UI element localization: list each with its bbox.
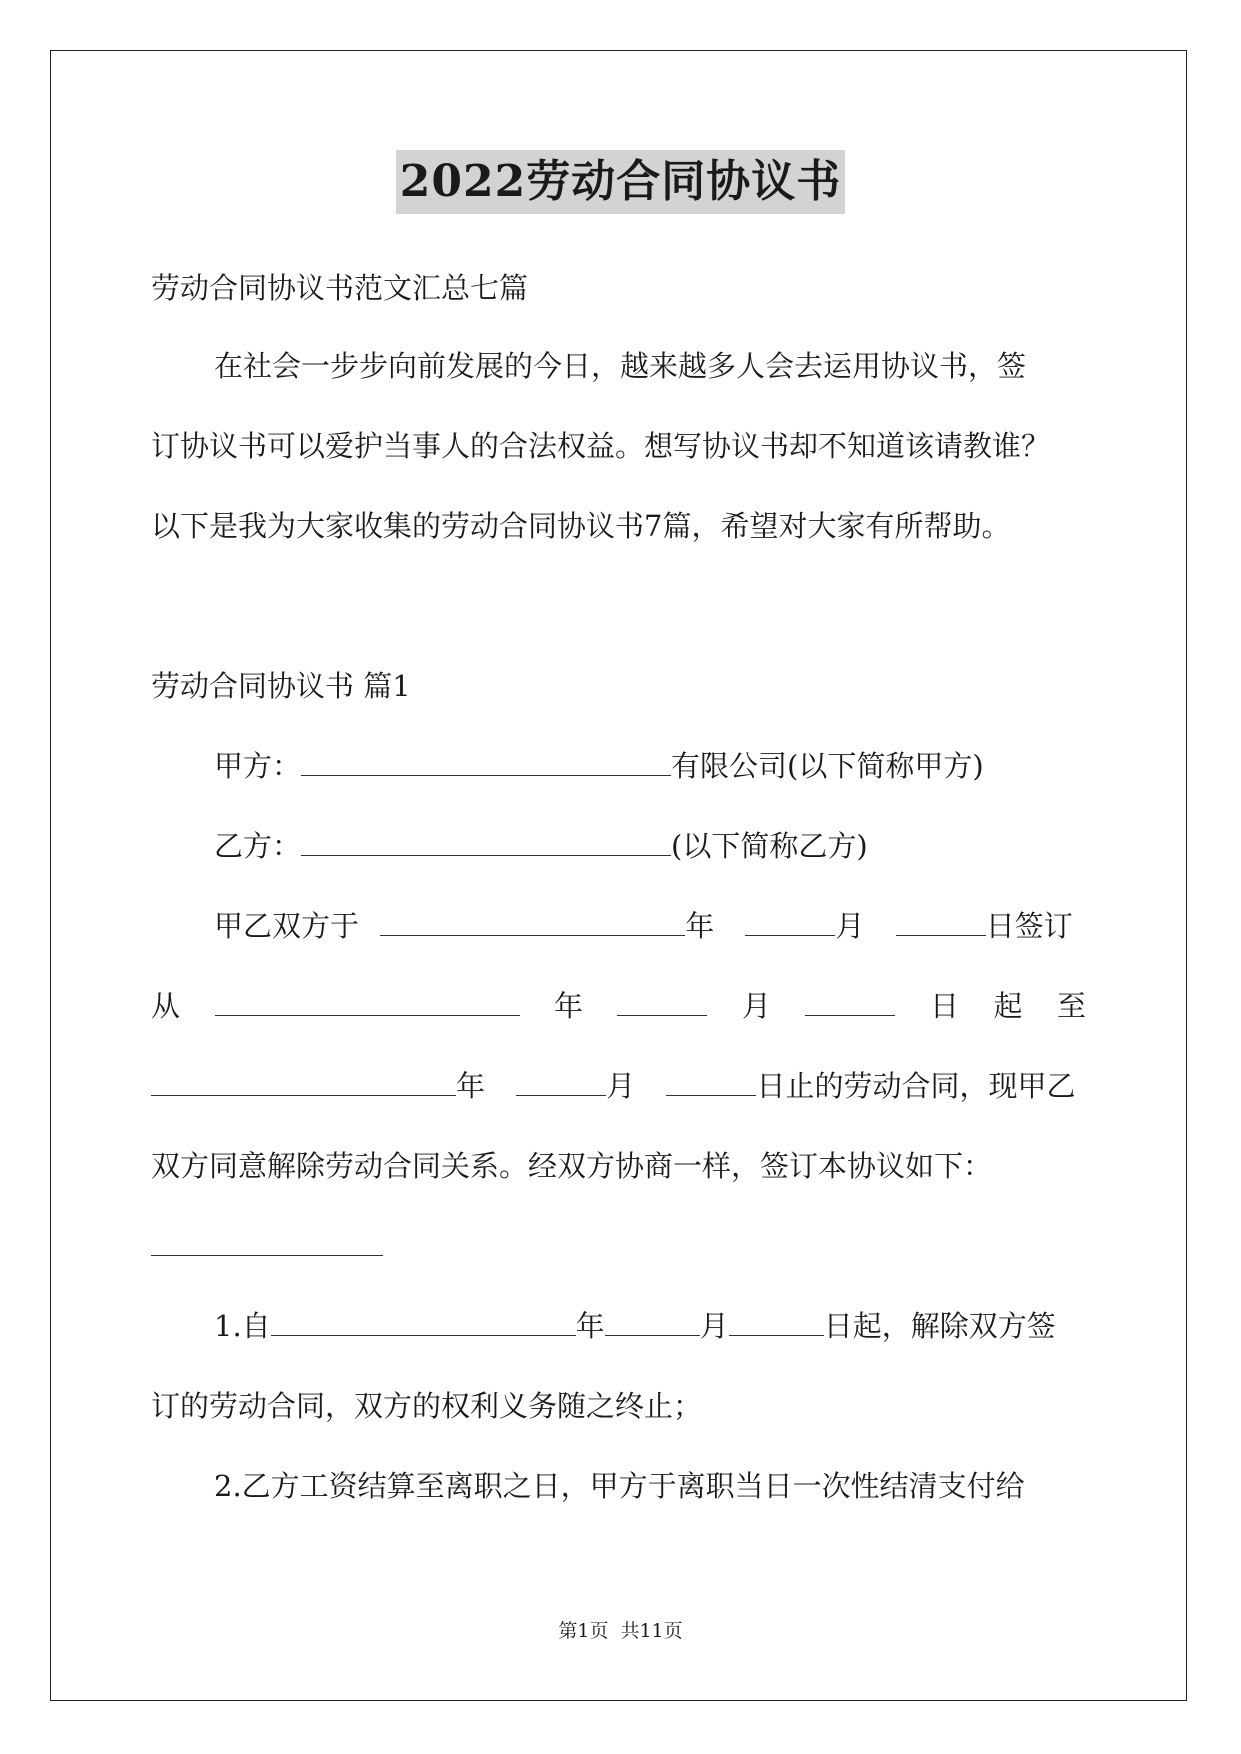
end-date-line [151,1066,1075,1106]
party-b-blank[interactable] [301,827,671,856]
from-year-label: 年 [553,989,583,1023]
from-month-label: 月 [741,989,771,1023]
sign-month-label: 月 [835,909,865,943]
document-title: 2022劳动合同协议书 [396,150,845,214]
from-mid-label: 起 [993,989,1023,1023]
sign-day-suffix: 日签订 [985,909,1073,943]
from-end-label: 至 [1056,989,1086,1023]
sign-prefix: 甲乙双方于 [214,909,360,943]
item-1-prefix: 1.自 [214,1309,271,1343]
party-a-suffix: 有限公司(以下简称甲方) [671,749,984,783]
party-a-blank[interactable] [301,747,671,776]
intro-line-3: 以下是我为大家收集的劳动合同协议书7篇，希望对大家有所帮助。 [151,509,1011,543]
end-year-blank[interactable] [151,1067,456,1096]
from-day-blank[interactable] [805,987,895,1016]
party-b-line [214,826,868,866]
page-total: 共11页 [620,1620,683,1642]
page-footer [0,1619,1241,1643]
document-subtitle: 劳动合同协议书范文汇总七篇 [151,271,529,305]
from-month-blank[interactable] [617,987,707,1016]
item-1-suffix: 日起，解除双方签 [823,1309,1056,1343]
from-prefix: 从 [151,989,181,1023]
item-1-month-blank[interactable] [605,1307,700,1336]
item-1-line-1 [214,1306,1056,1346]
end-year-label: 年 [456,1069,486,1103]
party-b-label: 乙方： [214,829,302,863]
item-2-line-1: 2.乙方工资结算至离职之日，甲方于离职当日一次性结清支付给 [214,1469,1025,1503]
end-suffix: 日止的劳动合同，现甲乙 [756,1069,1076,1103]
page-number: 第1页 [558,1620,609,1642]
item-1-day-blank[interactable] [729,1307,824,1336]
end-month-blank[interactable] [516,1067,606,1096]
title-container [0,150,1241,214]
sign-year-label: 年 [685,909,715,943]
from-date-line [151,986,1086,1026]
item-1-year-label: 年 [575,1309,605,1343]
standalone-blank[interactable] [151,1227,383,1256]
party-a-line [214,746,984,786]
sign-date-line [214,906,1073,946]
party-b-suffix: (以下简称乙方) [671,829,868,863]
item-1-month-label: 月 [699,1309,729,1343]
intro-line-2: 订协议书可以爱护当事人的合法权益。想写协议书却不知道该请教谁？ [151,429,1051,463]
from-day-label: 日 [929,989,959,1023]
section-heading: 劳动合同协议书 篇1 [151,669,411,703]
party-a-label: 甲方： [214,749,302,783]
agree-line: 双方同意解除劳动合同关系。经双方协商一样，签订本协议如下： [151,1149,993,1183]
item-1-line-2: 订的劳动合同，双方的权利义务随之终止； [151,1389,703,1423]
sign-day-blank[interactable] [896,907,986,936]
intro-line-1: 在社会一步步向前发展的今日，越来越多人会去运用协议书，签 [214,349,1027,383]
item-1-year-blank[interactable] [271,1307,576,1336]
sign-month-blank[interactable] [745,907,835,936]
from-year-blank[interactable] [215,987,520,1016]
sign-year-blank[interactable] [380,907,685,936]
end-day-blank[interactable] [666,1067,756,1096]
blank-line-row [151,1226,383,1266]
end-month-label: 月 [606,1069,636,1103]
